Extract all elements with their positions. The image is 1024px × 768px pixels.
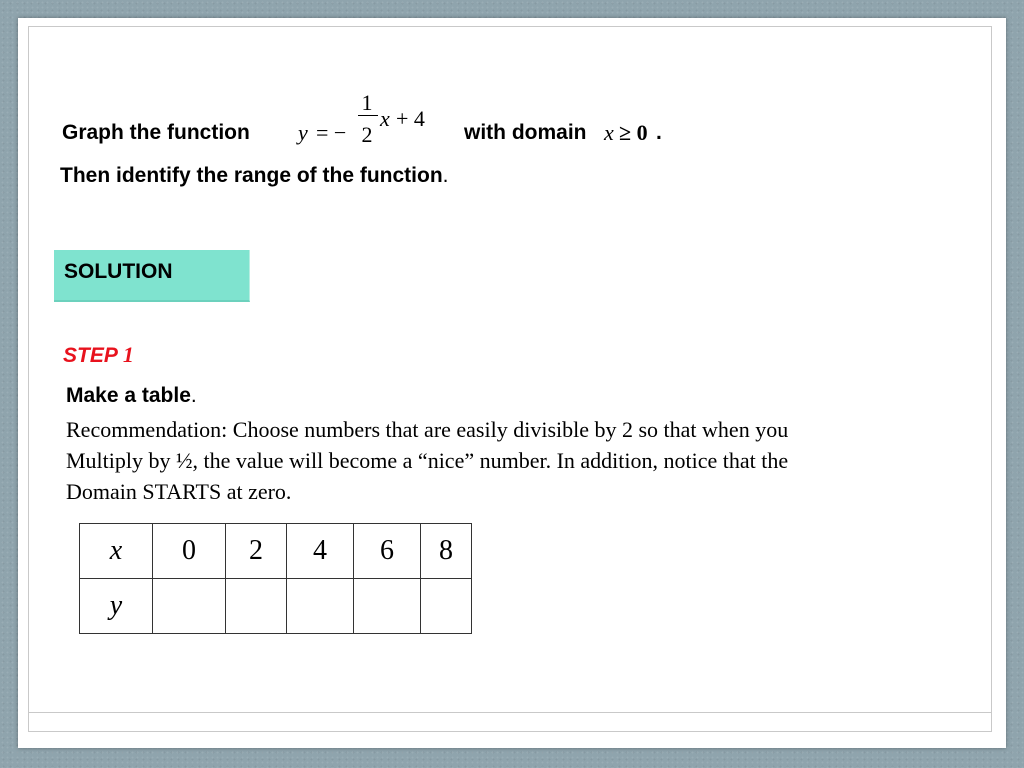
fraction-denominator: 2	[361, 122, 373, 147]
domain-text: with domain	[464, 121, 587, 144]
domain-inequality: ≥ 0	[619, 120, 648, 145]
domain-x: x	[604, 120, 614, 145]
y-header-cell: y	[80, 579, 153, 634]
make-table-period: .	[190, 384, 197, 407]
x-value-cell: 0	[153, 524, 226, 579]
solution-banner	[54, 250, 250, 302]
range-instruction: Then identify the range of the function	[60, 164, 443, 187]
equation-x: x	[380, 106, 390, 131]
x-value-cell: 4	[287, 524, 354, 579]
problem-statement-line1	[62, 90, 762, 150]
equation-y: y	[298, 120, 308, 145]
problem-period: .	[656, 121, 662, 144]
table-row-x	[80, 524, 472, 579]
problem-statement-line2	[60, 164, 449, 188]
x-value-cell: 8	[421, 524, 472, 579]
step-word: STEP	[63, 344, 118, 367]
x-value-cell: 2	[226, 524, 287, 579]
y-value-cell[interactable]	[226, 579, 287, 634]
y-value-cell[interactable]	[153, 579, 226, 634]
fraction-numerator: 1	[361, 90, 373, 115]
range-period: .	[442, 164, 449, 187]
step-heading	[63, 342, 134, 368]
x-header-cell: x	[80, 524, 153, 579]
y-value-cell[interactable]	[421, 579, 472, 634]
solution-label: SOLUTION	[64, 260, 173, 283]
fraction-bar	[358, 115, 378, 116]
slide	[18, 18, 1006, 748]
x-value-cell: 6	[354, 524, 421, 579]
y-value-cell[interactable]	[287, 579, 354, 634]
table-row-y	[80, 579, 472, 634]
footer-divider	[28, 712, 992, 713]
recommendation-line: Domain STARTS at zero.	[66, 479, 292, 504]
make-table-heading	[66, 384, 197, 408]
recommendation-line: Recommendation: Choose numbers that are easily divisible by 2 so that when you	[66, 417, 789, 442]
step-number: 1	[122, 342, 134, 367]
equation-equals-minus: = −	[316, 120, 347, 145]
equation-plus-4: + 4	[396, 106, 425, 131]
y-value-cell[interactable]	[354, 579, 421, 634]
problem-prefix: Graph the function	[62, 121, 250, 144]
recommendation-line: Multiply by ½, the value will become a “nice” number. In addition, notice that the	[66, 448, 789, 473]
xy-value-table	[79, 523, 472, 634]
make-table-text: Make a table	[66, 384, 191, 407]
recommendation-text	[66, 414, 966, 507]
